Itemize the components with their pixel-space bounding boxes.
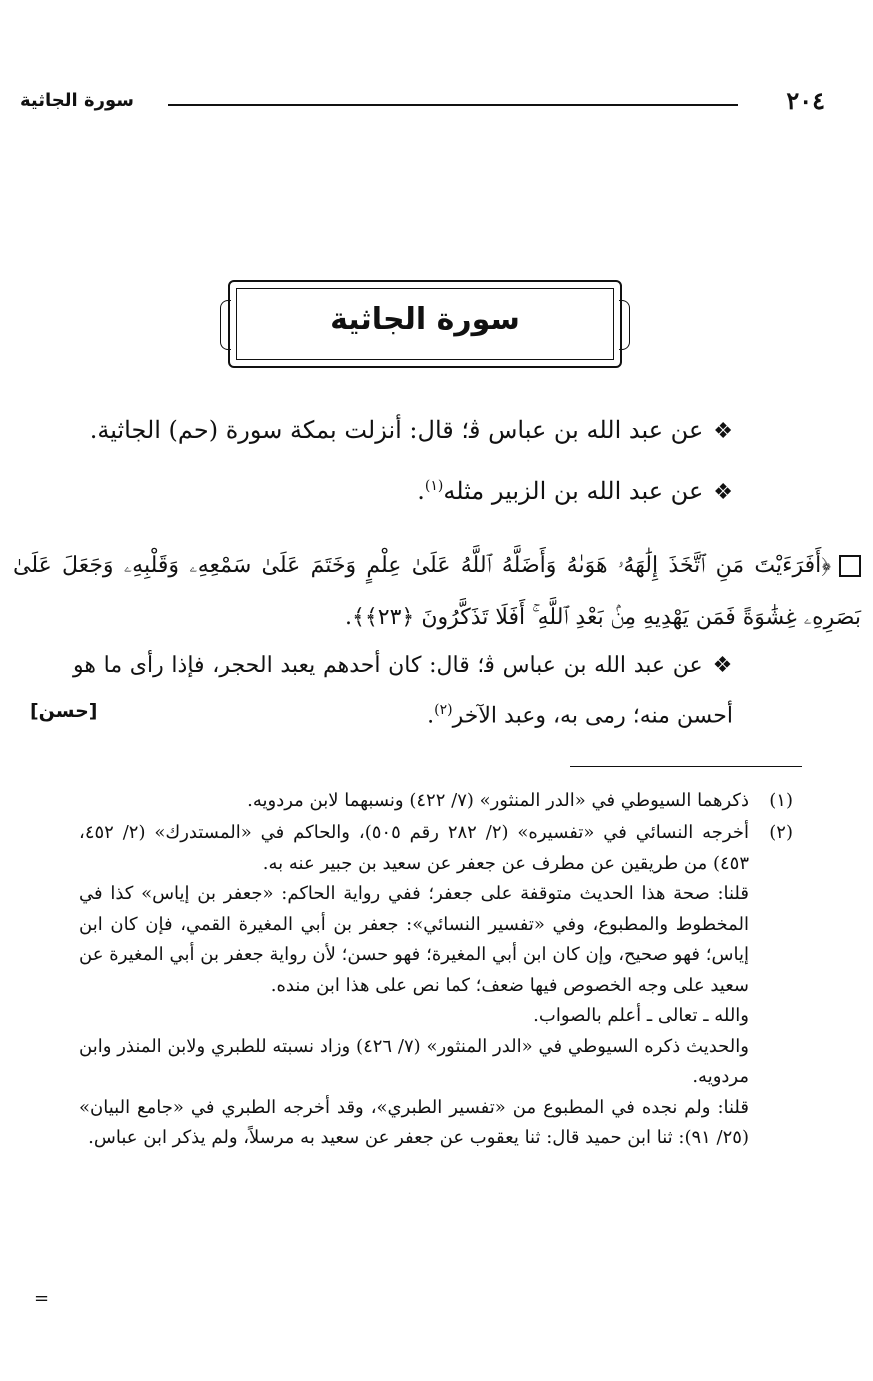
running-title: سورة الجاثية <box>20 90 134 111</box>
diamond-bullet-icon: ❖ <box>713 480 733 505</box>
footnote-rule <box>570 766 802 767</box>
header-rule <box>168 104 738 106</box>
footnote-2 <box>79 818 793 1154</box>
narration-1 <box>90 410 733 452</box>
verse-text: ﴿أَفَرَءَيْتَ مَنِ ٱتَّخَذَ إِلَٰهَهُۥ هَوَىٰهُ وَأَضَلَّهُ ٱللَّهُ عَلَىٰ عِلْمٍ وَخَتَمَ عَلَىٰ سَمْعِهِۦ وَقَلْبِهِۦ وَجَعَلَ عَلَىٰ بَصَرِهِۦ غِشَٰوَةً فَمَن يَهْدِيهِ مِنۢ بَعْدِ ٱللَّهِ ۚ أَفَلَا تَذَكَّرُونَ <box>13 553 861 630</box>
footnote-ref: (١) <box>424 478 444 494</box>
verse-close: ﴾. <box>345 605 365 630</box>
footnote-paragraph: أخرجه النسائي في «تفسيره» (٢/ ٢٨٢ رقم ٥٠٥)، والحاكم في «المستدرك» (٢/ ٤٥٢، ٤٥٣) من طريقين عن مطرف عن جعفر عن سعيد بن جبير عنه به. <box>79 822 749 874</box>
footnote-paragraph: والحديث ذكره السيوطي في «الدر المنثور» (٧/ ٤٢٦) وزاد نسبته للطبري ولابن المنذر وابن مردويه. <box>79 1035 749 1087</box>
narration-end: . <box>417 477 425 505</box>
ayah-number-value: ٢٣ <box>377 605 402 630</box>
ayah-number: ﴿٢٣﴾ <box>364 605 415 630</box>
footnote-paragraph: قلنا: ولم نجده في المطبوع من «تفسير الطبري»، وقد أخرجه الطبري في «جامع البيان» (٢٥/ ٩١): ثنا ابن حميد قال: ثنا يعقوب عن جعفر عن سعيد به مرسلاً، ولم يذكر ابن عباس. <box>79 1096 749 1148</box>
narration-2 <box>417 466 733 513</box>
frame-ornament-right <box>619 300 630 350</box>
surah-title: سورة الجاثية <box>330 302 520 337</box>
footnote-ref: (٢) <box>434 702 453 718</box>
narration-end: . <box>427 703 435 729</box>
continuation-mark: = <box>34 1288 50 1309</box>
narration-text: عن عبد الله بن عباس ﭬ؛ قال: أنزلت بمكة سورة (حم) الجاثية. <box>89 416 704 444</box>
quran-verse <box>13 540 861 644</box>
footnote-number: (١) <box>769 790 793 811</box>
footnote-paragraph: والله ـ تعالى ـ أعلم بالصواب. <box>533 1005 749 1026</box>
footnote-paragraph: قلنا: صحة هذا الحديث متوقفة على جعفر؛ ففي رواية الحاكم: «جعفر بن إياس» كذا في المخطوط والمطبوع، وفي «تفسير النسائي»: جعفر بن أبي المغيرة القمي، فإن كان ابن إياس؛ فهو صحيح، وإن كان ابن أبي المغيرة؛ فهو حسن؛ لأن رواية جعفر بن أبي المغيرة عن سعيد على وجه الخصوص فيها ضعف؛ كما نص على هذا ابن منده. <box>79 883 749 996</box>
surah-title-frame <box>228 280 622 368</box>
checkbox-icon <box>839 555 861 577</box>
diamond-bullet-icon: ❖ <box>713 419 733 444</box>
footnote-number: (٢) <box>769 822 793 843</box>
page-number: ٢٠٤ <box>786 86 825 115</box>
narration-text: عن عبد الله بن الزبير مثله <box>443 477 704 505</box>
hadith-grade: [حسن] <box>30 700 98 722</box>
narration-3 <box>73 644 733 738</box>
narration-text: عن عبد الله بن عباس ﭬ؛ قال: كان أحدهم يعبد الحجر، فإذا رأى ما هو أحسن منه؛ رمى به، وعبد الآخر <box>73 653 733 729</box>
footnote-1 <box>79 786 793 817</box>
footnote-text: ذكرهما السيوطي في «الدر المنثور» (٧/ ٤٢٢) ونسبهما لابن مردويه. <box>247 790 749 811</box>
diamond-bullet-icon: ❖ <box>712 653 733 678</box>
